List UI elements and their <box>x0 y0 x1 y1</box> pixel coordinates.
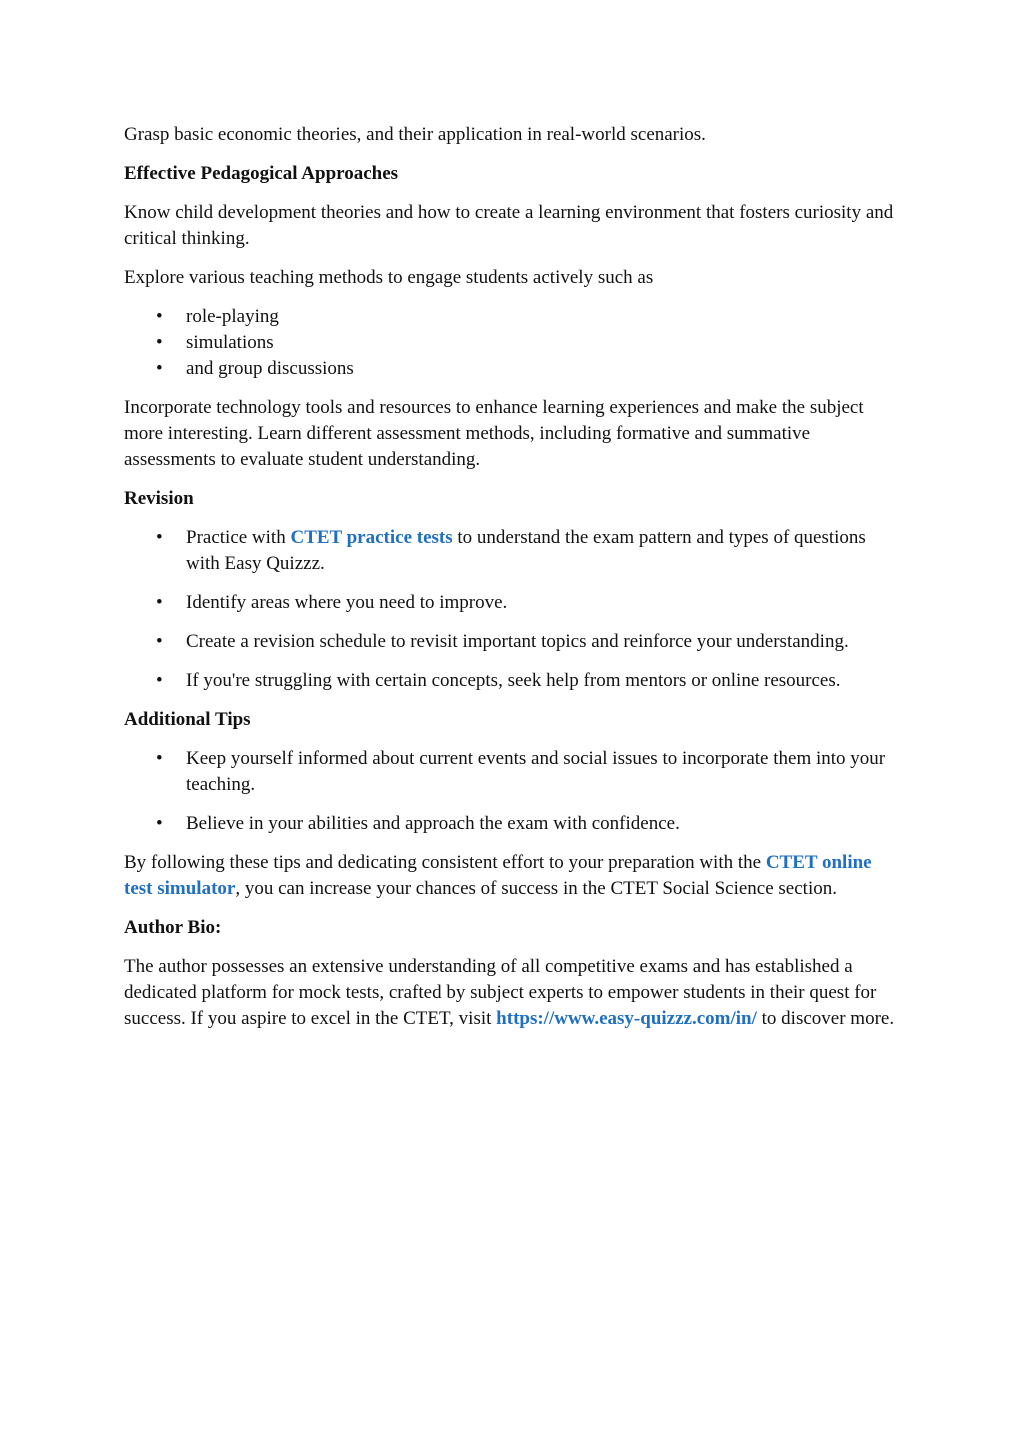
list-item: • Keep yourself informed about current events and social issues to incorporate them into your teaching. <box>186 746 904 798</box>
conclusion-text: By following these tips and dedicating consistent effort to your preparation with the <box>124 852 766 873</box>
conclusion-paragraph <box>124 850 904 902</box>
list-item <box>186 525 904 577</box>
list-item: • Identify areas where you need to improve. <box>186 590 904 616</box>
tips-list <box>124 746 904 837</box>
author-text: The author possesses an extensive understanding of all competitive exams and has established a dedicated platform for mock tests, crafted by subject experts to empower students in their quest for success. If you aspire to excel in the CTET, visit <box>124 956 877 1029</box>
list-item-text: Practice with <box>186 527 291 548</box>
document-page <box>124 122 904 1045</box>
ctet-practice-tests-link[interactable]: CTET practice tests <box>290 527 453 548</box>
author-heading: Author Bio: <box>124 917 222 938</box>
teaching-methods-list <box>124 304 904 382</box>
pedagogy-paragraph-3: Incorporate technology tools and resources to enhance learning experiences and make the subject more interesting. Learn different assessment methods, including formative and summative assessments to evaluate student understanding. <box>124 397 864 470</box>
list-item: • Create a revision schedule to revisit important topics and reinforce your understanding. <box>186 629 904 655</box>
list-item-text: to understand the exam pattern and types of questions with Easy Quizzz. <box>186 527 866 574</box>
list-item: • simulations <box>186 330 904 356</box>
list-item: • role-playing <box>186 304 904 330</box>
revision-list <box>124 525 904 694</box>
list-item: • If you're struggling with certain concepts, seek help from mentors or online resources. <box>186 668 904 694</box>
ctet-online-test-simulator-link[interactable]: CTET online test simulator <box>124 852 872 899</box>
pedagogy-paragraph-1: Know child development theories and how to create a learning environment that fosters curiosity and critical thinking. <box>124 202 894 249</box>
author-text: to discover more. <box>756 1008 895 1029</box>
revision-heading: Revision <box>124 488 194 509</box>
intro-paragraph: Grasp basic economic theories, and their application in real-world scenarios. <box>124 124 706 145</box>
list-item: • Believe in your abilities and approach the exam with confidence. <box>186 811 904 837</box>
pedagogy-paragraph-2: Explore various teaching methods to engage students actively such as <box>124 267 654 288</box>
conclusion-text: , you can increase your chances of success in the CTET Social Science section. <box>235 878 837 899</box>
tips-heading: Additional Tips <box>124 709 251 730</box>
easy-quizzz-url-link[interactable]: https://www.easy-quizzz.com/in/ <box>496 1008 757 1029</box>
list-item: • and group discussions <box>186 356 904 382</box>
pedagogy-heading: Effective Pedagogical Approaches <box>124 163 399 184</box>
author-paragraph <box>124 954 904 1032</box>
